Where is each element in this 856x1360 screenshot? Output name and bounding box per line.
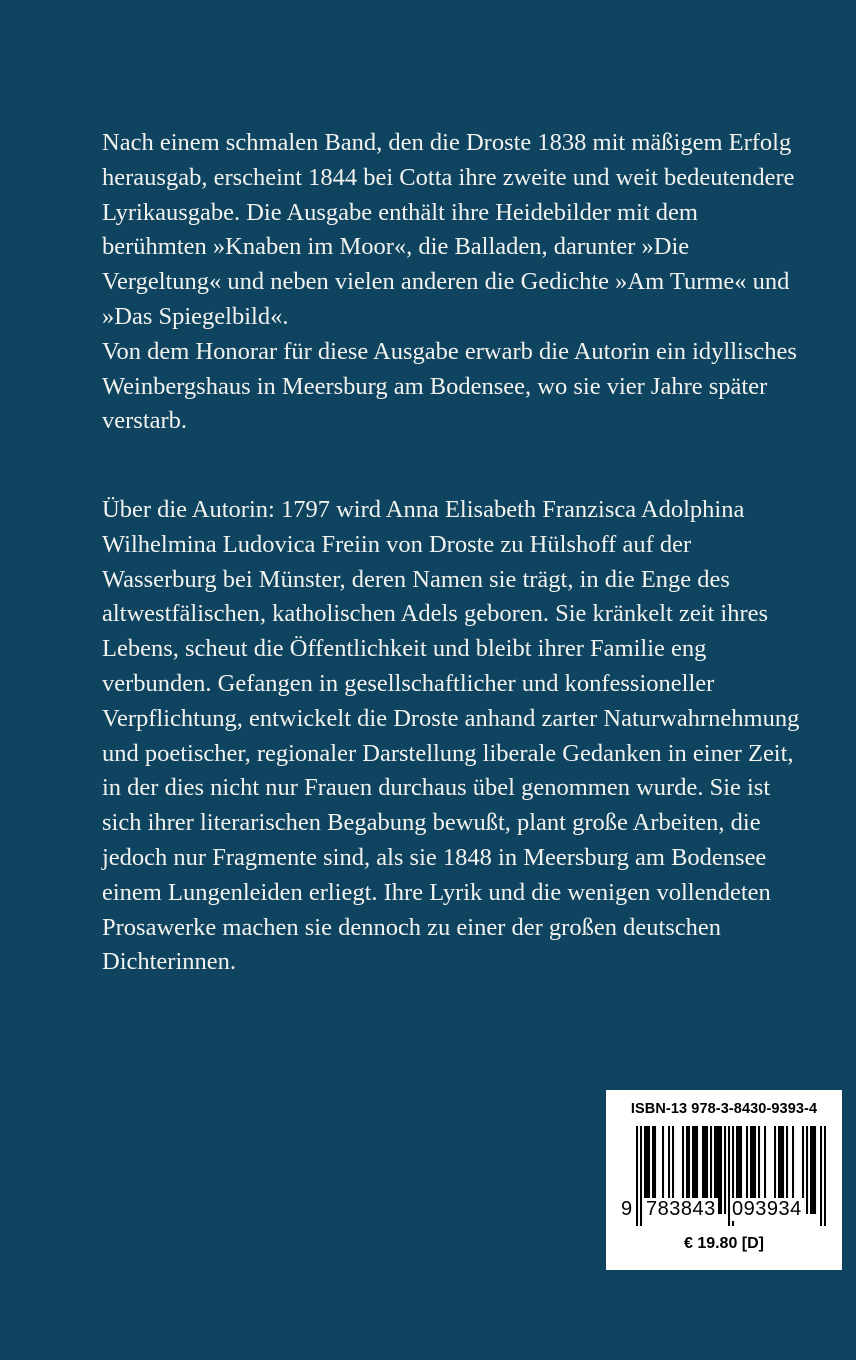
barcode-digits-right: 093934	[732, 1198, 802, 1220]
barcode-digits-left: 783843	[646, 1198, 716, 1220]
author-bio	[102, 493, 802, 980]
barcode-label	[606, 1090, 842, 1270]
barcode-digits	[621, 1198, 826, 1228]
isbn-text: ISBN-13 978-3-8430-9393-4	[630, 1101, 818, 1117]
barcode-digit-lead: 9	[621, 1198, 633, 1220]
blurb-paragraph-2: Von dem Honorar für diese Ausgabe erwarb die Autorin ein idyllisches Weinbergshaus in Meersburg am Bodensee, wo sie vier Jahre später verstarb.	[102, 337, 797, 435]
price-label: € 19.80 [D]	[683, 1235, 765, 1252]
bio-paragraph: Über die Autorin: 1797 wird Anna Elisabeth Franzisca Adolphina Wilhelmina Ludovica Freiin von Droste zu Hülshoff auf der Wasserburg bei Münster, deren Namen sie trägt, in die Enge des altwestfälischen, katholischen Adels geboren. Sie kränkelt zeit ihres Lebens, scheut die Öffentlichkeit und bleibt ihrer Familie eng verbunden. Gefangen in gesellschaftlicher und konfessioneller Verpflichtung, entwickelt die Droste anhand zarter Naturwahrnehmung und poetischer, regionaler Darstellung liberale Gedanken in einer Zeit, in der dies nicht nur Frauen durchaus übel genommen wurde. Sie ist sich ihrer literarischen Begabung bewußt, plant große Arbeiten, die jedoch nur Fragmente sind, als sie 1848 in Meersburg am Bodensee einem Lungenleiden erliegt. Ihre Lyrik und die wenigen vollendeten Prosawerke machen sie dennoch zu einer der großen deutschen Dichterinnen.	[102, 496, 800, 976]
blurb-paragraph-1: Nach einem schmalen Band, den die Droste 1838 mit mäßigem Erfolg herausgab, erscheint 1844 bei Cotta ihre zweite und weit bedeutendere Lyrikausgabe. Die Ausgabe enthält ihre Heidebilder mit dem berühmten »Knaben im Moor«, die Balladen, darunter »Die Vergeltung« und neben vielen anderen die Gedichte »Am Turme« und »Das Spiegelbild«.	[102, 129, 795, 330]
book-blurb	[102, 126, 802, 439]
